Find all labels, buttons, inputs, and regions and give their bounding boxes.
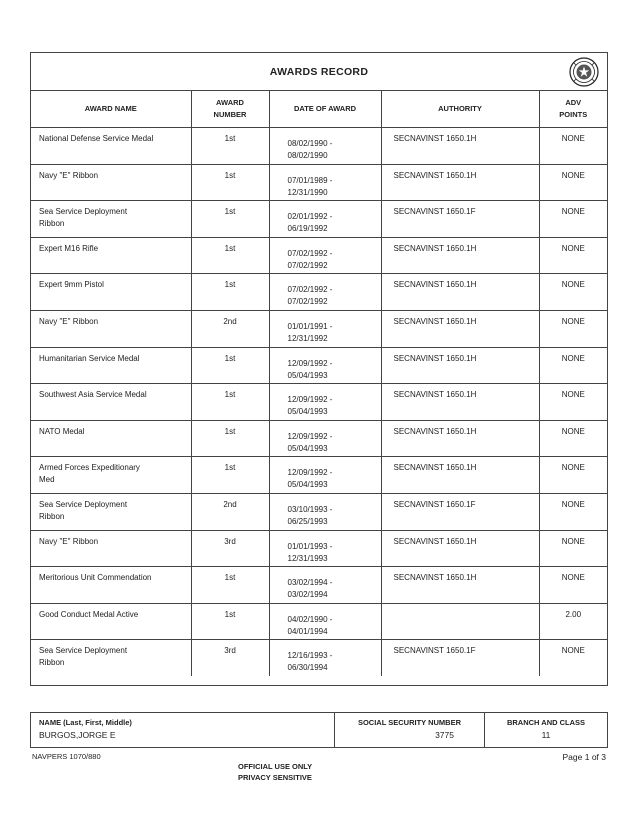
award-authority-cell: SECNAVINST 1650.1H	[381, 567, 539, 604]
award-number-cell: 1st	[191, 274, 269, 311]
table-row	[31, 640, 607, 677]
award-date-cell: 12/16/1993 - 06/30/1994	[269, 640, 381, 677]
title-bar	[31, 53, 607, 91]
award-date-cell: 12/09/1992 - 05/04/1993	[269, 347, 381, 384]
award-date-cell: 08/02/1990 - 08/02/1990	[269, 128, 381, 165]
award-date-cell: 02/01/1992 - 06/19/1992	[269, 201, 381, 238]
table-row	[31, 420, 607, 457]
award-name-cell: Expert 9mm Pistol	[31, 274, 191, 311]
award-number-cell: 1st	[191, 457, 269, 494]
award-points-cell: NONE	[539, 457, 607, 494]
award-name-cell: Good Conduct Medal Active	[31, 603, 191, 640]
navy-seal-icon	[569, 57, 599, 87]
award-number-cell: 1st	[191, 237, 269, 274]
branch-value: 11	[541, 730, 551, 740]
award-number-cell: 1st	[191, 128, 269, 165]
award-name-cell: Sea Service Deployment Ribbon	[31, 493, 191, 530]
award-authority-cell: SECNAVINST 1650.1F	[381, 201, 539, 238]
awards-table-body	[31, 128, 607, 677]
personnel-footer	[30, 712, 608, 748]
award-points-cell: NONE	[539, 164, 607, 201]
award-authority-cell: SECNAVINST 1650.1H	[381, 128, 539, 165]
award-points-cell: NONE	[539, 347, 607, 384]
award-authority-cell: SECNAVINST 1650.1H	[381, 457, 539, 494]
table-row	[31, 603, 607, 640]
award-number-cell: 1st	[191, 603, 269, 640]
award-points-cell: NONE	[539, 384, 607, 421]
award-name-cell: NATO Medal	[31, 420, 191, 457]
award-authority-cell: SECNAVINST 1650.1H	[381, 384, 539, 421]
award-authority-cell: SECNAVINST 1650.1H	[381, 274, 539, 311]
table-row	[31, 164, 607, 201]
award-number-cell: 1st	[191, 201, 269, 238]
award-number-cell: 3rd	[191, 530, 269, 567]
award-name-cell: Southwest Asia Service Medal	[31, 384, 191, 421]
name-value: BURGOS,JORGE E	[39, 730, 116, 740]
award-date-cell: 04/02/1990 - 04/01/1994	[269, 603, 381, 640]
table-row	[31, 128, 607, 165]
award-name-cell: Sea Service Deployment Ribbon	[39, 646, 128, 668]
award-points-cell: NONE	[539, 493, 607, 530]
table-row	[31, 201, 607, 238]
table-row	[31, 274, 607, 311]
awards-table	[31, 91, 607, 676]
award-points-cell: NONE	[539, 640, 607, 677]
col-header-points	[539, 91, 607, 128]
award-date-cell: 12/09/1992 - 05/04/1993	[269, 384, 381, 421]
award-number-cell: 1st	[191, 164, 269, 201]
award-name-cell: Navy "E" Ribbon	[31, 164, 191, 201]
award-number-cell: 2nd	[191, 310, 269, 347]
branch-label: BRANCH AND CLASS	[506, 718, 586, 727]
award-points-cell: NONE	[539, 201, 607, 238]
award-number-cell: 3rd	[191, 640, 269, 677]
name-cell	[31, 713, 334, 747]
col-header-authority: AUTHORITY	[381, 91, 539, 128]
award-name-cell: Sea Service Deployment Ribbon	[31, 201, 191, 238]
col-header-award-number	[191, 91, 269, 128]
table-row	[31, 384, 607, 421]
award-authority-cell: SECNAVINST 1650.1F	[381, 640, 539, 677]
award-name-cell: National Defense Service Medal	[31, 128, 191, 165]
award-points-cell: NONE	[539, 420, 607, 457]
ssn-value: 3775	[435, 730, 454, 740]
award-date-cell: 12/09/1992 - 05/04/1993	[269, 420, 381, 457]
award-points-cell: NONE	[539, 237, 607, 274]
award-number-cell: 1st	[191, 347, 269, 384]
branch-cell	[484, 713, 607, 747]
table-row	[31, 493, 607, 530]
awards-record-form	[30, 52, 608, 686]
page-number: Page 1 of 3	[562, 752, 606, 762]
award-points-cell: NONE	[539, 310, 607, 347]
award-date-cell: 01/01/1991 - 12/31/1992	[269, 310, 381, 347]
award-date-cell: 07/01/1989 - 12/31/1990	[269, 164, 381, 201]
form-id: NAVPERS 1070/880	[32, 752, 101, 761]
table-row	[31, 567, 607, 604]
award-authority-cell: SECNAVINST 1650.1H	[381, 420, 539, 457]
page-title: AWARDS RECORD	[269, 66, 369, 78]
award-points-cell: NONE	[539, 274, 607, 311]
award-authority-cell: SECNAVINST 1650.1H	[381, 164, 539, 201]
award-date-cell: 03/02/1994 - 03/02/1994	[269, 567, 381, 604]
award-number-cell: 1st	[191, 384, 269, 421]
award-date-cell: 07/02/1992 - 07/02/1992	[269, 274, 381, 311]
award-authority-cell: SECNAVINST 1650.1H	[381, 530, 539, 567]
award-points-cell: NONE	[539, 530, 607, 567]
award-name-cell: Humanitarian Service Medal	[31, 347, 191, 384]
award-date-cell: 03/10/1993 - 06/25/1993	[269, 493, 381, 530]
table-row	[31, 237, 607, 274]
award-authority-cell: SECNAVINST 1650.1H	[381, 347, 539, 384]
name-label: NAME (Last, First, Middle)	[39, 718, 132, 727]
ssn-label: SOCIAL SECURITY NUMBER	[357, 718, 462, 727]
award-authority-cell: SECNAVINST 1650.1H	[381, 310, 539, 347]
award-name-cell: Navy "E" Ribbon	[31, 310, 191, 347]
award-date-cell: 01/01/1993 - 12/31/1993	[269, 530, 381, 567]
award-name-cell: Expert M16 Rifle	[31, 237, 191, 274]
official-use-notice	[238, 761, 312, 783]
award-number-cell: 1st	[191, 420, 269, 457]
table-row	[31, 347, 607, 384]
award-date-cell: 07/02/1992 - 07/02/1992	[269, 237, 381, 274]
table-row	[31, 310, 607, 347]
award-authority-cell: SECNAVINST 1650.1F	[381, 493, 539, 530]
privacy-line: PRIVACY SENSITIVE	[238, 773, 312, 782]
award-authority-cell	[381, 603, 539, 640]
award-number-cell: 1st	[191, 567, 269, 604]
table-header-row	[31, 91, 607, 128]
col-header-award-number-text: AWARD NUMBER	[213, 98, 247, 119]
award-points-cell: 2.00	[539, 603, 607, 640]
award-name-cell: Meritorious Unit Commendation	[31, 567, 191, 604]
award-number-cell: 2nd	[191, 493, 269, 530]
award-date-cell: 12/09/1992 - 05/04/1993	[269, 457, 381, 494]
col-header-date: DATE OF AWARD	[269, 91, 381, 128]
col-header-award-name: AWARD NAME	[31, 91, 191, 128]
ssn-cell	[334, 713, 484, 747]
award-points-cell: NONE	[539, 128, 607, 165]
table-row	[31, 530, 607, 567]
col-header-points-text: ADV POINTS	[559, 98, 588, 119]
official-use-line: OFFICIAL USE ONLY	[238, 762, 313, 771]
award-name-cell: Armed Forces Expeditionary Med	[31, 457, 191, 494]
award-points-cell: NONE	[539, 567, 607, 604]
table-row	[31, 457, 607, 494]
award-authority-cell: SECNAVINST 1650.1H	[381, 237, 539, 274]
award-name-cell: Navy "E" Ribbon	[31, 530, 191, 567]
